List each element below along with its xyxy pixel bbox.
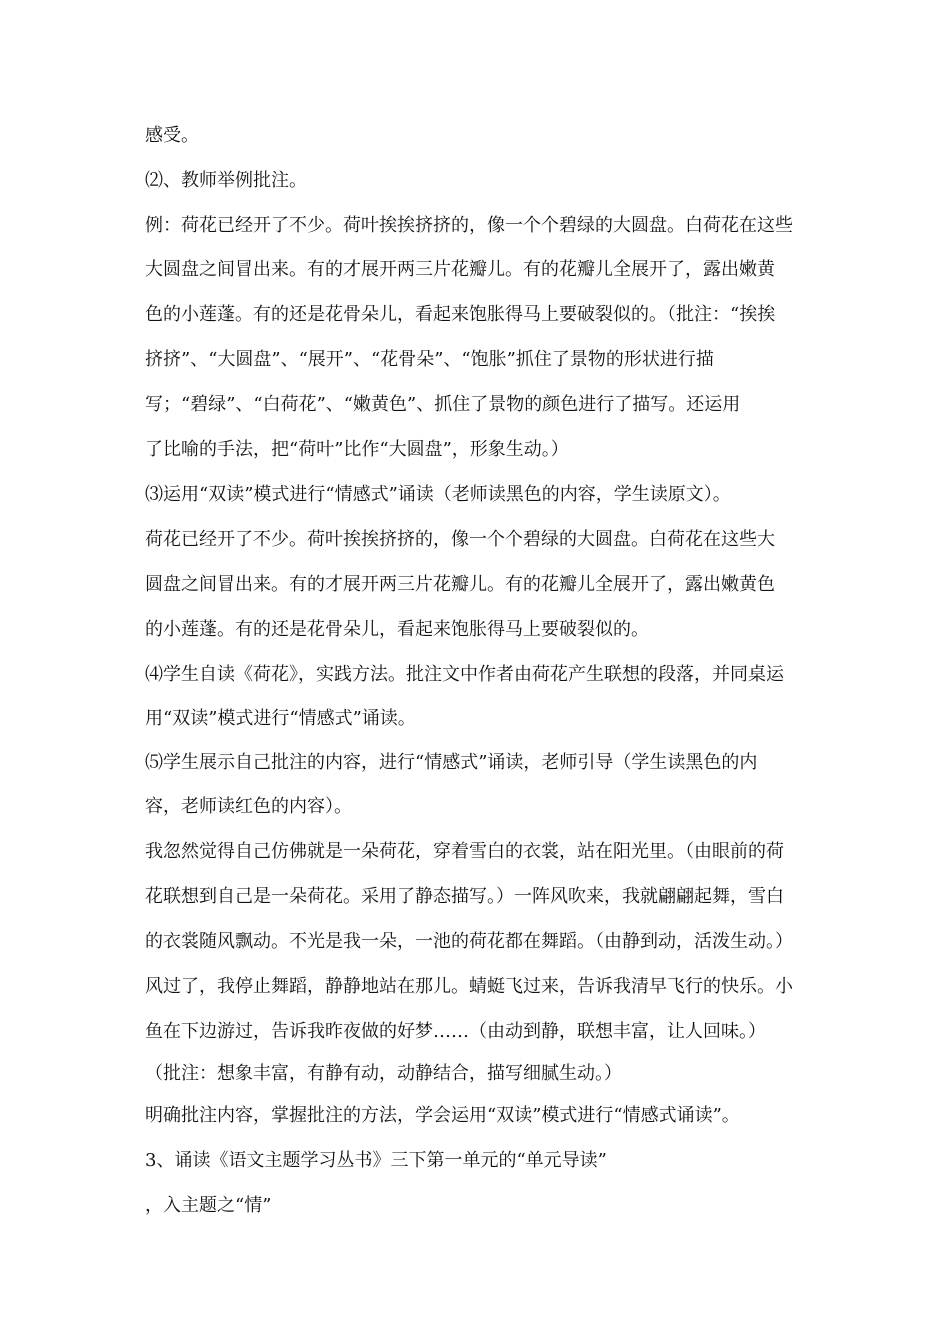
text-line: 了比喻的手法，把“荷叶”比作“大圆盘”，形象生动。） [145, 439, 569, 460]
text-line: 鱼在下边游过，告诉我昨夜做的好梦……（由动到静，联想丰富，让人回味。） [145, 1021, 766, 1042]
text-line: ⑸学生展示自己批注的内容，进行“情感式”诵读，老师引导（学生读黑色的内 [145, 752, 758, 773]
text-line: 圆盘之间冒出来。有的才展开两三片花瓣儿。有的花瓣儿全展开了，露出嫩黄色 [145, 574, 775, 595]
text-line: 花联想到自己是一朵荷花。采用了静态描写。）一阵风吹来，我就翩翩起舞，雪白 [145, 886, 784, 907]
text-line: 明确批注内容，掌握批注的方法，学会运用“双读”模式进行“情感式诵读”。 [145, 1105, 740, 1126]
text-line: （批注：想象丰富，有静有动，动静结合，描写细腻生动。） [145, 1063, 622, 1084]
text-line: 的小莲蓬。有的还是花骨朵儿，看起来饱胀得马上要破裂似的。 [145, 619, 649, 640]
text-line: 感受。 [145, 125, 199, 146]
text-line: 挤挤”、“大圆盘”、“展开”、“花骨朵”、“饱胀”抓住了景物的形状进行描 [145, 349, 714, 370]
text-line: 风过了，我停止舞蹈，静静地站在那儿。蜻蜓飞过来，告诉我清早飞行的快乐。小 [145, 976, 793, 997]
text-line: ，入主题之“情” [145, 1195, 272, 1216]
text-line: 荷花已经开了不少。荷叶挨挨挤挤的，像一个个碧绿的大圆盘。白荷花在这些大 [145, 529, 775, 550]
text-line: ⑵、教师举例批注。 [145, 170, 307, 191]
text-line: 用“双读”模式进行“情感式”诵读。 [145, 708, 416, 729]
text-line: 例：荷花已经开了不少。荷叶挨挨挤挤的，像一个个碧绿的大圆盘。白荷花在这些 [145, 215, 793, 236]
text-line: 我忽然觉得自己仿佛就是一朵荷花，穿着雪白的衣裳，站在阳光里。（由眼前的荷 [145, 841, 784, 862]
text-line: 的衣裳随风飘动。不光是我一朵，一池的荷花都在舞蹈。（由静到动，活泼生动。） [145, 931, 793, 952]
text-line: 3、诵读《语文主题学习丛书》三下第一单元的“单元导读” [145, 1150, 607, 1171]
text-line: ⑶运用“双读”模式进行“情感式”诵读（老师读黑色的内容，学生读原文）。 [145, 484, 731, 505]
text-line: ⑷学生自读《荷花》，实践方法。批注文中作者由荷花产生联想的段落，并同桌运 [145, 664, 784, 685]
text-line: 大圆盘之间冒出来。有的才展开两三片花瓣儿。有的花瓣儿全展开了，露出嫩黄 [145, 259, 775, 280]
text-line: 色的小莲蓬。有的还是花骨朵儿，看起来饱胀得马上要破裂似的。（批注：“挨挨 [145, 304, 776, 325]
text-line: 容，老师读红色的内容）。 [145, 796, 352, 817]
text-line: 写；“碧绿”、“白荷花”、“嫩黄色”、抓住了景物的颜色进行了描写。还运用 [145, 394, 741, 415]
